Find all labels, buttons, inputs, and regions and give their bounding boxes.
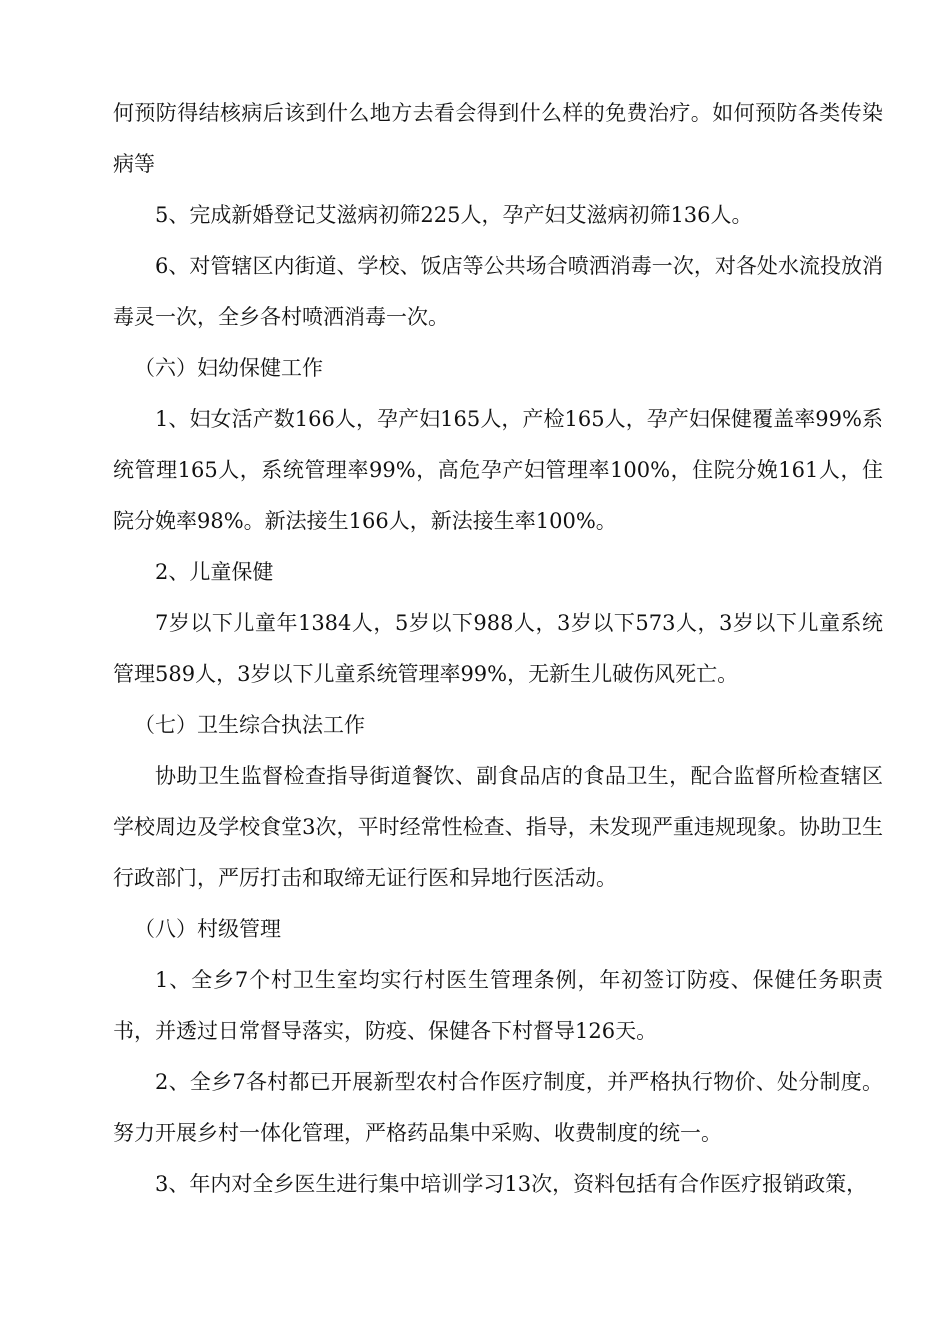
- paragraph-enforcement: 协助卫生监督检查指导街道餐饮、副食品店的食品卫生，配合监督所检查辖区学校周边及学校食堂3次，平时经常性检查、指导，未发现严重违规现象。协助卫生行政部门，严厉打击和取缔无证行医和异地行医活动。: [113, 764, 883, 890]
- paragraph-continuation: 何预防得结核病后该到什么地方去看会得到什么样的免费治疗。如何预防各类传染病等: [113, 101, 883, 176]
- paragraph-item-6: 6、对管辖区内街道、学校、饭店等公共场合喷洒消毒一次，对各处水流投放消毒灵一次，全乡各村喷洒消毒一次。: [113, 254, 883, 329]
- section-heading-health-enforcement: （七）卫生综合执法工作: [134, 713, 365, 737]
- section-heading-maternal-child-health: （六）妇幼保健工作: [134, 356, 323, 380]
- paragraph-child-stats: 7岁以下儿童年1384人，5岁以下988人，3岁以下573人，3岁以下儿童系统管理589人，3岁以下儿童系统管理率99%，无新生儿破伤风死亡。: [113, 611, 883, 686]
- paragraph-item-5: 5、完成新婚登记艾滋病初筛225人，孕产妇艾滋病初筛136人。: [155, 203, 753, 227]
- paragraph-village-1: 1、全乡7个村卫生室均实行村医生管理条例，年初签订防疫、保健任务职责书，并透过日常督导落实，防疫、保健各下村督导126天。: [113, 968, 883, 1043]
- document-body: [113, 88, 883, 1210]
- paragraph-village-3: 3、年内对全乡医生进行集中培训学习13次，资料包括有合作医疗报销政策，: [155, 1172, 868, 1196]
- section-heading-village-management: （八）村级管理: [134, 917, 281, 941]
- paragraph-maternal-stats: 1、妇女活产数166人，孕产妇165人，产检165人，孕产妇保健覆盖率99%系统管理165人，系统管理率99%，高危孕产妇管理率100%，住院分娩161人，住院分娩率98%。新法接生166人，新法接生率100%。: [113, 407, 883, 533]
- paragraph-village-2: 2、全乡7各村都已开展新型农村合作医疗制度，并严格执行物价、处分制度。努力开展乡村一体化管理，严格药品集中采购、收费制度的统一。: [113, 1070, 883, 1145]
- subheading-child-health: 2、儿童保健: [155, 560, 274, 584]
